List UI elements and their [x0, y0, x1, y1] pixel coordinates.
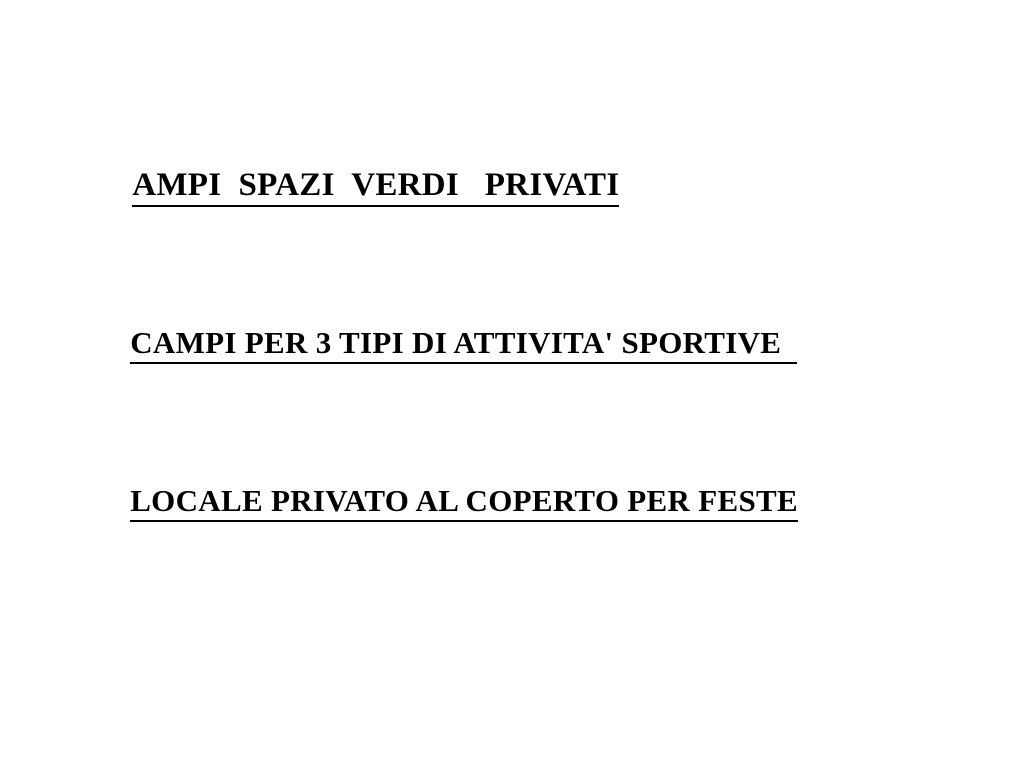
slide-heading-2-text: CAMPI PER 3 TIPI DI ATTIVITA' SPORTIVE	[130, 325, 797, 364]
slide-heading-1-text: AMPI SPAZI VERDI PRIVATI	[132, 167, 619, 207]
slide-heading-1	[98, 130, 619, 244]
slide-heading-3-text: LOCALE PRIVATO AL COPERTO PER FESTE	[130, 483, 798, 522]
slide-heading-3	[98, 447, 798, 558]
slide-heading-2	[98, 289, 797, 400]
